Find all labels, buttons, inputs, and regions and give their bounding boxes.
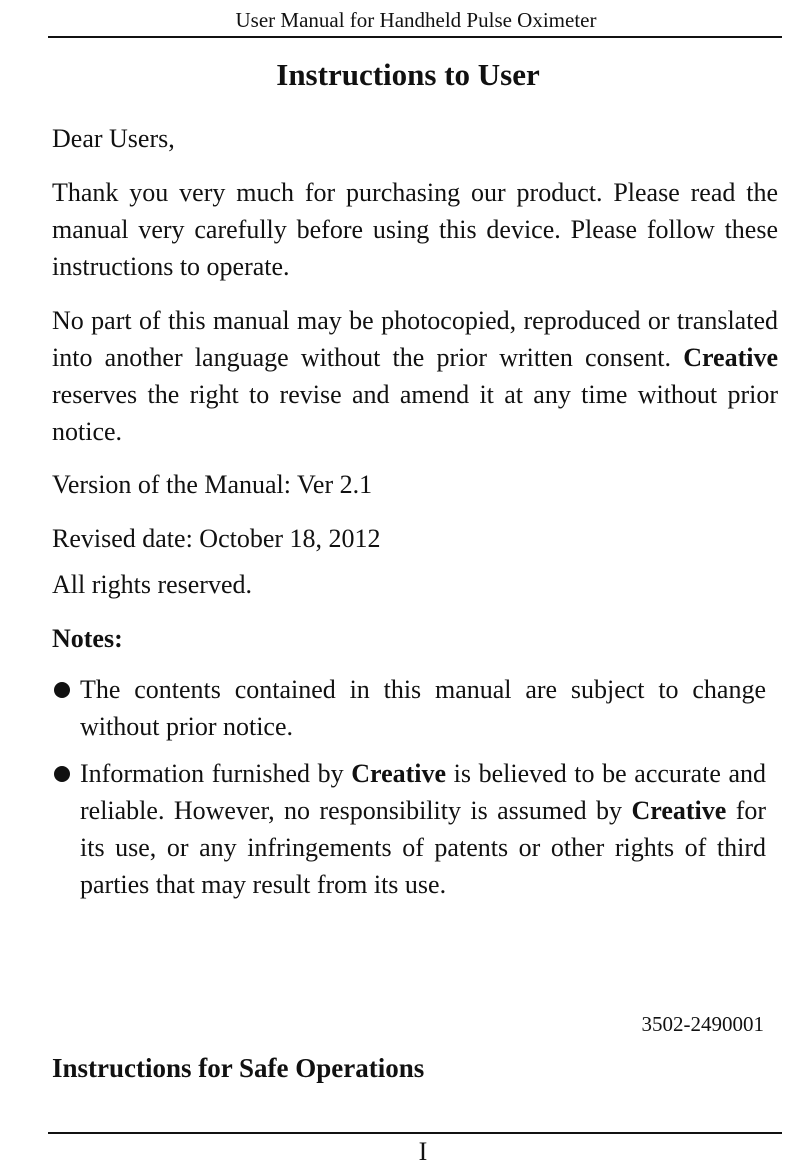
copyright-text-1: No part of this manual may be photocopied, reproduced or translated into another language without the prior written consent.	[52, 306, 778, 372]
copyright-paragraph	[52, 302, 778, 450]
manual-version: Version of the Manual: Ver 2.1	[52, 470, 373, 499]
brand-name: Creative	[351, 759, 447, 788]
greeting: Dear Users,	[52, 124, 175, 153]
revised-date: Revised date: October 18, 2012	[52, 524, 381, 553]
header-rule	[48, 36, 782, 38]
note-text	[80, 755, 766, 903]
brand-name: Creative	[683, 343, 778, 372]
next-section-heading: Instructions for Safe Operations	[52, 1053, 425, 1083]
bullet-icon	[54, 766, 70, 782]
bullet-icon	[54, 682, 70, 698]
page-title: Instructions to User	[276, 57, 540, 92]
note-text: The contents contained in this manual are subject to change without prior notice.	[80, 675, 766, 741]
note-text-3: for its use, or any infringements of patents or other rights of third parties that may result from its use.	[80, 796, 767, 899]
footer-rule	[48, 1132, 782, 1134]
page-number: I	[418, 1137, 428, 1166]
running-header: User Manual for Handheld Pulse Oximeter	[235, 8, 597, 32]
note-text-1: Information furnished by	[80, 759, 344, 788]
copyright-text-2: reserves the right to revise and amend it at any time without prior notice.	[52, 380, 778, 446]
brand-name: Creative	[631, 796, 727, 825]
notes-heading: Notes:	[52, 624, 123, 653]
intro-paragraph: Thank you very much for purchasing our product. Please read the manual very carefully before using this device. Please follow these instructions to operate.	[52, 178, 778, 281]
list-item	[52, 671, 766, 745]
note-text-2: is believed to be accurate and reliable. However, no responsibility is assumed by	[80, 759, 767, 825]
rights-statement: All rights reserved.	[52, 570, 253, 599]
document-code: 3502-2490001	[641, 1012, 764, 1036]
list-item	[52, 755, 766, 903]
